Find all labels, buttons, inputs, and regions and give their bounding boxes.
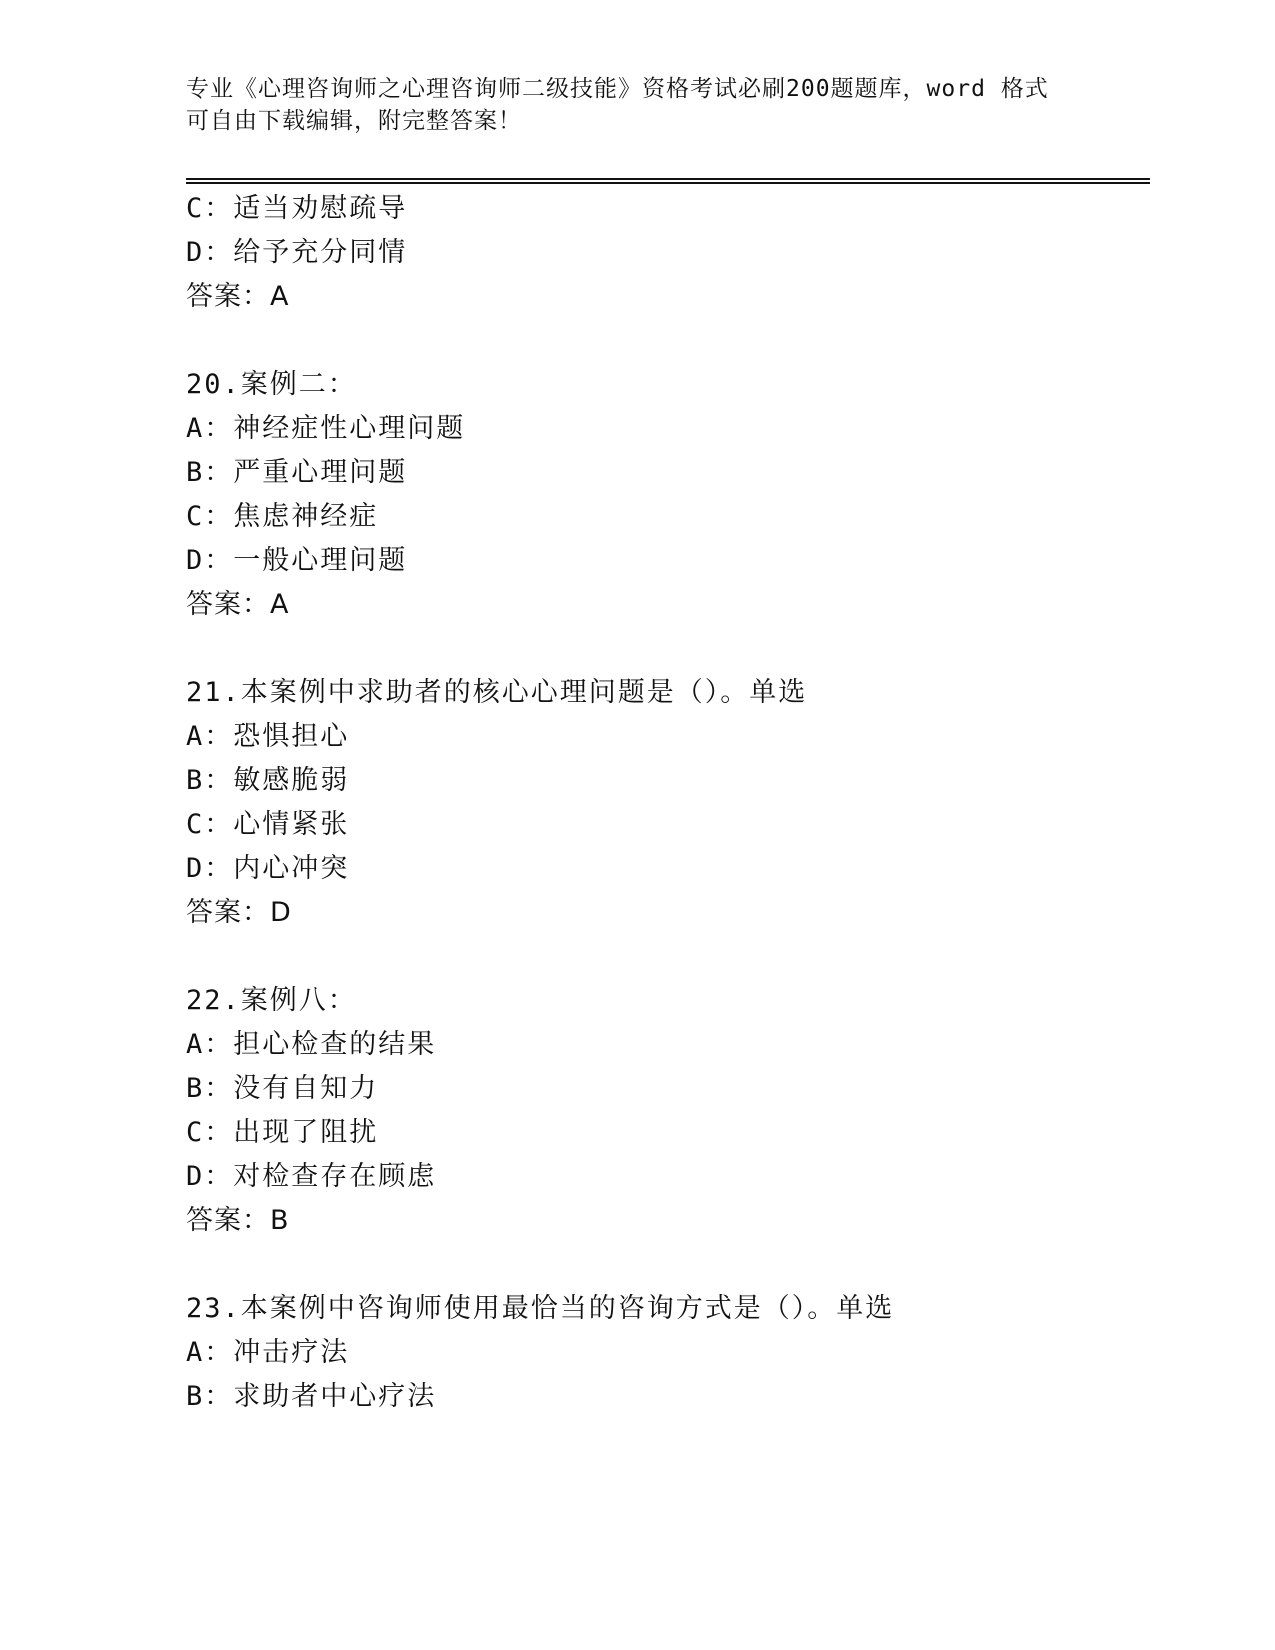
q19-option-d: D：给予充分同情	[186, 237, 408, 268]
q22-option-d: D：对检查存在顾虑	[186, 1161, 437, 1192]
header-line-1: 专业《心理咨询师之心理咨询师二级技能》资格考试必刷200题题库，word 格式	[186, 76, 1049, 102]
q20-option-a: A：神经症性心理问题	[186, 413, 466, 444]
header-divider-top	[186, 178, 1150, 180]
q21-option-a: A：恐惧担心	[186, 721, 350, 752]
q19-option-c: C：适当劝慰疏导	[186, 193, 408, 224]
q22-option-a: A：担心检查的结果	[186, 1029, 437, 1060]
q20-answer: 答案：A	[186, 589, 290, 620]
q23-title: 23.本案例中咨询师使用最恰当的咨询方式是（）。单选	[186, 1293, 895, 1324]
q22-option-c: C：出现了阻扰	[186, 1117, 379, 1148]
q23-option-a: A：冲击疗法	[186, 1337, 350, 1368]
q21-title: 21.本案例中求助者的核心心理问题是（）。单选	[186, 677, 808, 708]
q20-option-c: C：焦虑神经症	[186, 501, 379, 532]
q20-option-b: B：严重心理问题	[186, 457, 408, 488]
q20-title: 20.案例二：	[186, 369, 357, 400]
document-header	[186, 73, 1066, 137]
q21-answer: 答案：D	[186, 897, 292, 928]
q20-option-d: D：一般心理问题	[186, 545, 408, 576]
q22-option-b: B：没有自知力	[186, 1073, 379, 1104]
header-divider-bottom	[186, 182, 1150, 184]
q21-option-d: D：内心冲突	[186, 853, 350, 884]
q21-option-c: C：心情紧张	[186, 809, 350, 840]
q19-answer: 答案：A	[186, 281, 290, 312]
q21-option-b: B：敏感脆弱	[186, 765, 350, 796]
q23-option-b: B：求助者中心疗法	[186, 1381, 437, 1412]
q22-answer: 答案：B	[186, 1205, 290, 1236]
header-line-2: 可自由下载编辑，附完整答案！	[186, 108, 522, 134]
q22-title: 22.案例八：	[186, 985, 357, 1016]
